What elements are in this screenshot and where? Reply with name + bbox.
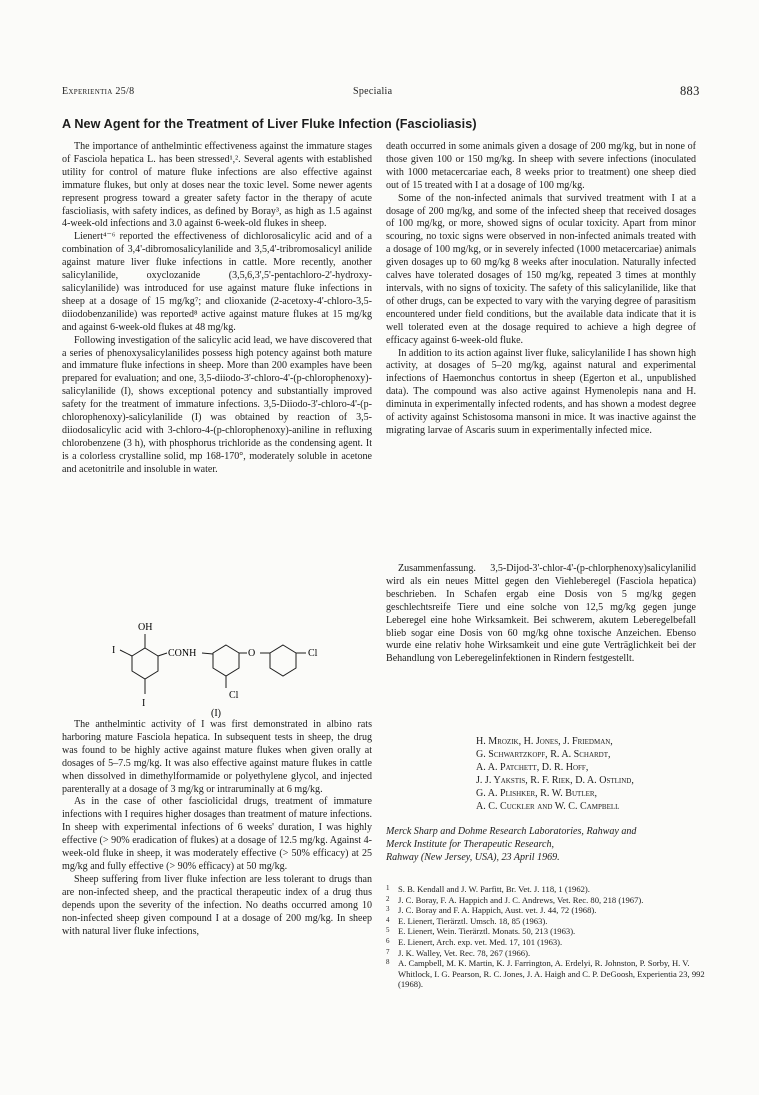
conh-label: CONH <box>168 648 197 659</box>
running-header-journal: Experientia 25/8 <box>62 86 135 97</box>
reference-text: J. C. Boray, F. A. Happich and J. C. Andrews, Vet. Rec. 80, 218 (1967). <box>398 894 644 905</box>
reference-item <box>386 948 706 959</box>
oh-label: OH <box>138 622 153 633</box>
paragraph: The anthelmintic activity of I was first demonstrated in albino rats harboring mature Fasciola hepatica. In subsequent tests in sheep, the drug was found to be highly active against mature flukes when given orally at dosages of 5–7.5 mg/kg. It was also effective against mature flukes in cattle when dissolved in dimethylformamide or polyethylene glycol, and injected parenterally at a dosage of 3 mg/kg or intraruminally at 6 mg/kg. <box>62 719 372 795</box>
reference-number: 8 <box>386 958 390 967</box>
iodine-left-label: I <box>112 645 116 656</box>
author-line: A. C. Cuckler and W. C. Campbell <box>476 800 620 812</box>
reference-item <box>386 916 706 927</box>
reference-item <box>386 926 706 937</box>
running-header-section: Specialia <box>353 86 393 97</box>
reference-text: E. Lienert, Arch. exp. vet. Med. 17, 101 (1963). <box>398 936 563 947</box>
chlorine-right-label: Cl <box>308 648 318 659</box>
reference-item <box>386 884 706 895</box>
reference-text: A. Campbell, M. K. Martin, K. J. Farrington, A. Erdelyi, R. Johnston, P. Sorby, H. V. Whitlock, I. G. Pearson, R. C. Jones, J. A. Haigh and C. P. DeGoosh, Experientia 23, 992 (1968). <box>398 958 705 990</box>
author-line: G. Schwartzkopf, R. A. Schardt, <box>476 748 611 760</box>
reference-text: E. Lienert, Wein. Tierärztl. Monats. 50, 213 (1963). <box>398 926 576 937</box>
reference-number: 5 <box>386 926 390 935</box>
reference-item <box>386 937 706 948</box>
reference-text: J. K. Walley, Vet. Rec. 78, 267 (1966). <box>398 947 531 958</box>
page-number: 883 <box>680 84 700 98</box>
affiliation-line: Merck Institute for Therapeutic Research, <box>386 838 555 850</box>
reference-number: 6 <box>386 936 390 945</box>
benzene-ring-2 <box>213 645 239 676</box>
reference-number: 4 <box>386 915 390 924</box>
author-line: G. A. Plishker, R. W. Butler, <box>476 787 598 799</box>
compound-label: (I) <box>211 708 221 718</box>
paragraph: As in the case of other fasciolicidal drugs, treatment of immature infections with I requires higher dosages than treatment of mature infections. In sheep with experimental infections of 6 weeks' duration, I was highly effective (> 90% eradication of flukes) at a dosage of 12.5 mg/kg. Against 4-week-old fluke in sheep, it was moderately effective (> 50% efficacy) at 25 mg/kg and fully effective (> 90% efficacy) at 50 mg/kg. <box>62 796 372 872</box>
reference-text: E. Lienert, Tierärztl. Umsch. 18, 85 (1963). <box>398 915 548 926</box>
paragraph: Lienert⁴⁻⁶ reported the effectiveness of dichlorosalicylic acid and of a combination of 3,4'-dibromosalicylanilide and 3,5,4'-tribromosalicyl anilide against mature liver fluke infections in cattle. More recently, another salicylanilide, oxyclozanide (3,5,6,3',5'-pentachloro-2'-hydroxy-salicylanilide) was introduced for use against mature fluke infections in sheep at a dosage of 15 mg/kg⁷; and clioxanide (2-acetoxy-4'-chloro-3,5-diiodobenzanilide) was reported⁸ active against mature flukes at 15 mg/kg and against 6-week-old flukes at 48 mg/kg. <box>62 231 372 333</box>
chlorine-bottom-label: Cl <box>229 690 239 701</box>
paragraph: In addition to its action against liver fluke, salicylanilide I has shown high activity, at dosages of 5–20 mg/kg, against natural and experimental infections of Haemonchus contortus in sheep (Egerton et al., unpublished data). The compound was also active against Hymenolepis nana and H. diminuta in experimentally infected rodents, and has shown a modest degree of activity against Schistosoma mansoni in mice. It was inactive against the migrating larvae of Ascaris suum in experimentally infected mice. <box>386 347 696 436</box>
reference-number: 3 <box>386 905 390 914</box>
author-line: A. A. Patchett, D. R. Hoff, <box>476 761 589 773</box>
reference-text: J. C. Boray and F. A. Happich, Aust. vet. J. 44, 72 (1968). <box>398 905 597 916</box>
left-column-bottom <box>62 719 372 938</box>
benzene-ring-3 <box>270 645 296 676</box>
summary-german <box>386 563 696 666</box>
paragraph: The importance of anthelmintic effectiveness against the immature stages of Fasciola hepatica L. has been stressed¹,². Several agents with established utility for control of mature fluke infections are also effective against immature flukes, but only at doses near the toxic level. Some newer agents represent progress toward a greater safety factor in the therapy of acute fascioliasis, with safety indices, as defined by Boray³, as high as 1.5 against 4-week-old infections and 3.0 against 6-week-old flukes in sheep. <box>62 141 372 230</box>
author-line: H. Mrozik, H. Jones, J. Friedman, <box>476 736 613 747</box>
chemical-structure-diagram <box>110 618 350 718</box>
reference-number: 2 <box>386 894 390 903</box>
right-column <box>386 141 696 438</box>
reference-item <box>386 895 706 906</box>
oxygen-label: O <box>248 648 256 659</box>
paragraph: death occurred in some animals given a dosage of 200 mg/kg, but in none of those given 100 or 150 mg/kg. In sheep with severe infections (inoculated with 1000 metacercariae each, 8 weeks prior to treatment) one sheep died out of 15 treated with I at a dosage of 100 mg/kg. <box>386 141 696 191</box>
reference-list <box>386 884 706 990</box>
left-column-top <box>62 141 372 477</box>
affiliation <box>386 826 696 865</box>
iodine-bottom-label: I <box>142 698 146 709</box>
reference-text: S. B. Kendall and J. W. Parfitt, Br. Vet. J. 118, 1 (1962). <box>398 884 590 894</box>
paragraph: Following investigation of the salicylic acid lead, we have discovered that a series of phenoxysalicylanilides possess high potency against both mature and immature fluke infections in sheep. More than 200 examples have been prepared for evaluation; and one, 3,5-diiodo-3'-chloro-4'-(p-chlorophenoxy)-salicylanilide (I), shows exceptional potency and substantially improved safety for the treatment of immature infections. 3,5-Diiodo-3'-chloro-4'-(p-chlorophenoxy)-salicylanilide (I) was obtained by reaction of 3,5-diiodosalicylic acid with 3-chloro-4-(p-chlorophenoxy)-aniline in refluxing chlorobenzene (3 h), with phosphorus trichloride as the condensing agent. It is a colorless crystalline solid, mp 168-170°, moderately soluble in acetone and acetonitrile and insoluble in water. <box>62 334 372 475</box>
benzene-ring-1 <box>132 648 158 679</box>
author-line: J. J. Yakstis, R. F. Riek, D. A. Ostlind, <box>476 774 634 786</box>
paragraph: Sheep suffering from liver fluke infection are less tolerant to drugs than are non-infected sheep, and the practical therapeutic index of a drug thus depends upon the severity of the infection. No deaths occurred among 10 non-infected sheep given compound I at a dosage of 200 mg/kg. In sheep with natural liver fluke infections, <box>62 873 372 937</box>
summary-text: Zusammenfassung. 3,5-Dijod-3'-chlor-4'-(p-chlorphenoxy)salicylanilid wird als ein neues Mittel gegen den Viehleberegel (Fasciola hepatica) beschrieben. In Schafen ergab eine Dosis von 5 mg/kg gegen geschlechtsreife Tiere und eine solche von 12,5 mg/kg gegen junge Leberegel eine hohe Wirksamkeit. Bei schwerem, akutem Leberegelbefall blieb sogar eine Dosis von 60 mg/kg ohne toxische Anzeichen. Ebenso wurde eine relativ hohe Wirksamkeit und eine gute Verträglichkeit bei der Behandlung von Leberegelinfektionen in Rindern festgestellt. <box>386 563 696 665</box>
reference-item <box>386 905 706 916</box>
affiliation-line: Rahway (New Jersey, USA), 23 April 1969. <box>386 851 560 863</box>
reference-number: 7 <box>386 947 390 956</box>
reference-item <box>386 958 706 990</box>
author-list <box>476 736 716 813</box>
reference-number: 1 <box>386 884 390 892</box>
paragraph: Some of the non-infected animals that survived treatment with I at a dosage of 200 mg/kg, and some of the infected sheep that received dosages of 100 mg/kg, or more, showed signs of ocular toxicity. Apart from minor scouring, no toxic signs were observed in non-infected animals treated with a dosage of 100 mg/kg, or in severely infected (1000 metacercariae) animals given dosages up to 60 mg/kg 8 weeks after inoculation. Naturally infected calves have tolerated dosages of 150 mg/kg, repeated 3 times at monthly intervals, with no signs of toxicity. The safety of this salicylanilide, like that of other drugs, can be expected to vary with the varying degree of parasitism encountered under field conditions, but the available data indicate that it is well tolerated even at the dosage required to achieve a high degree of efficacy against 6-week-old fluke. <box>386 192 696 346</box>
article-title: A New Agent for the Treatment of Liver Fluke Infection (Fascioliasis) <box>62 117 477 131</box>
affiliation-line: Merck Sharp and Dohme Research Laboratories, Rahway and <box>386 826 637 837</box>
